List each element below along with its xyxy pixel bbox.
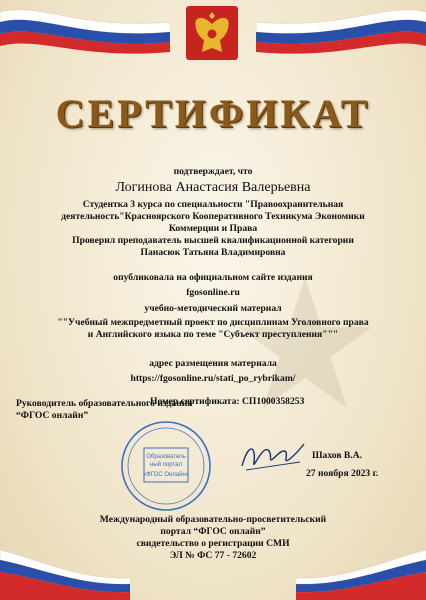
signer-name: Шахов В.А. (312, 450, 363, 461)
flag-ribbon-bottom-left (0, 520, 130, 600)
certificate-title: СЕРТИФИКАТ (55, 91, 371, 136)
head-line-2: “ФГОС онлайн” (16, 410, 89, 421)
certificate-number: Номер сертификата: СП1000358253 (150, 396, 305, 407)
site-name: fgosonline.ru (186, 287, 240, 298)
material-line-2: и Английского языка по теме "Субъект преступления""" (87, 329, 339, 340)
recipient-name: Логинова Анастасия Валерьевна (115, 180, 311, 195)
head-line-1: Руководитель образовательного издания (16, 398, 193, 409)
svg-text:«ФГОС Онлайн»: «ФГОС Онлайн» (142, 472, 190, 478)
signature (238, 436, 308, 476)
svg-text:ный портал: ный портал (150, 462, 182, 468)
footer-line-1: Международный образовательно-просветительский (99, 514, 327, 525)
student-line-2: деятельность"Красноярского Кооперативного Техникума Экономики (61, 211, 365, 222)
flag-ribbon-bottom-right (296, 520, 426, 600)
material-type: учебно-методический материал (144, 303, 282, 314)
address-label: адрес размещения материала (149, 358, 277, 369)
student-line-1: Студентка 3 курса по специальности "Правоохранительная (82, 199, 344, 210)
footer-line-4: ЭЛ № ФС 77 - 72602 (169, 550, 257, 561)
student-line-3: Коммерции и Права (168, 223, 258, 234)
flag-ribbon-top-right (256, 0, 426, 70)
checked-line-1: Проверил преподаватель высшей квалификационной категории (72, 235, 354, 246)
published-text: опубликовала на официальном сайте издания (113, 272, 313, 283)
publisher-seal (118, 418, 214, 514)
footer-line-3: свидетельство о регистрации СМИ (136, 538, 290, 549)
material-line-1: ""Учебный межпредметный проект по дисциплинам Уголовного права (57, 317, 369, 328)
checked-line-2: Панасюк Татьяна Владимировна (140, 247, 286, 258)
svg-text:Образователь: Образователь (146, 454, 186, 460)
flag-ribbon-top-left (0, 0, 170, 70)
coat-of-arms-icon (178, 4, 246, 62)
address-url: https://fgosonline.ru/stati_po_rybrikam/ (130, 373, 296, 384)
confirms-text: подтверждает, что (173, 166, 253, 177)
issue-date: 27 ноября 2023 г. (306, 468, 379, 479)
footer-line-2: портал “ФГОС онлайн” (160, 526, 266, 537)
